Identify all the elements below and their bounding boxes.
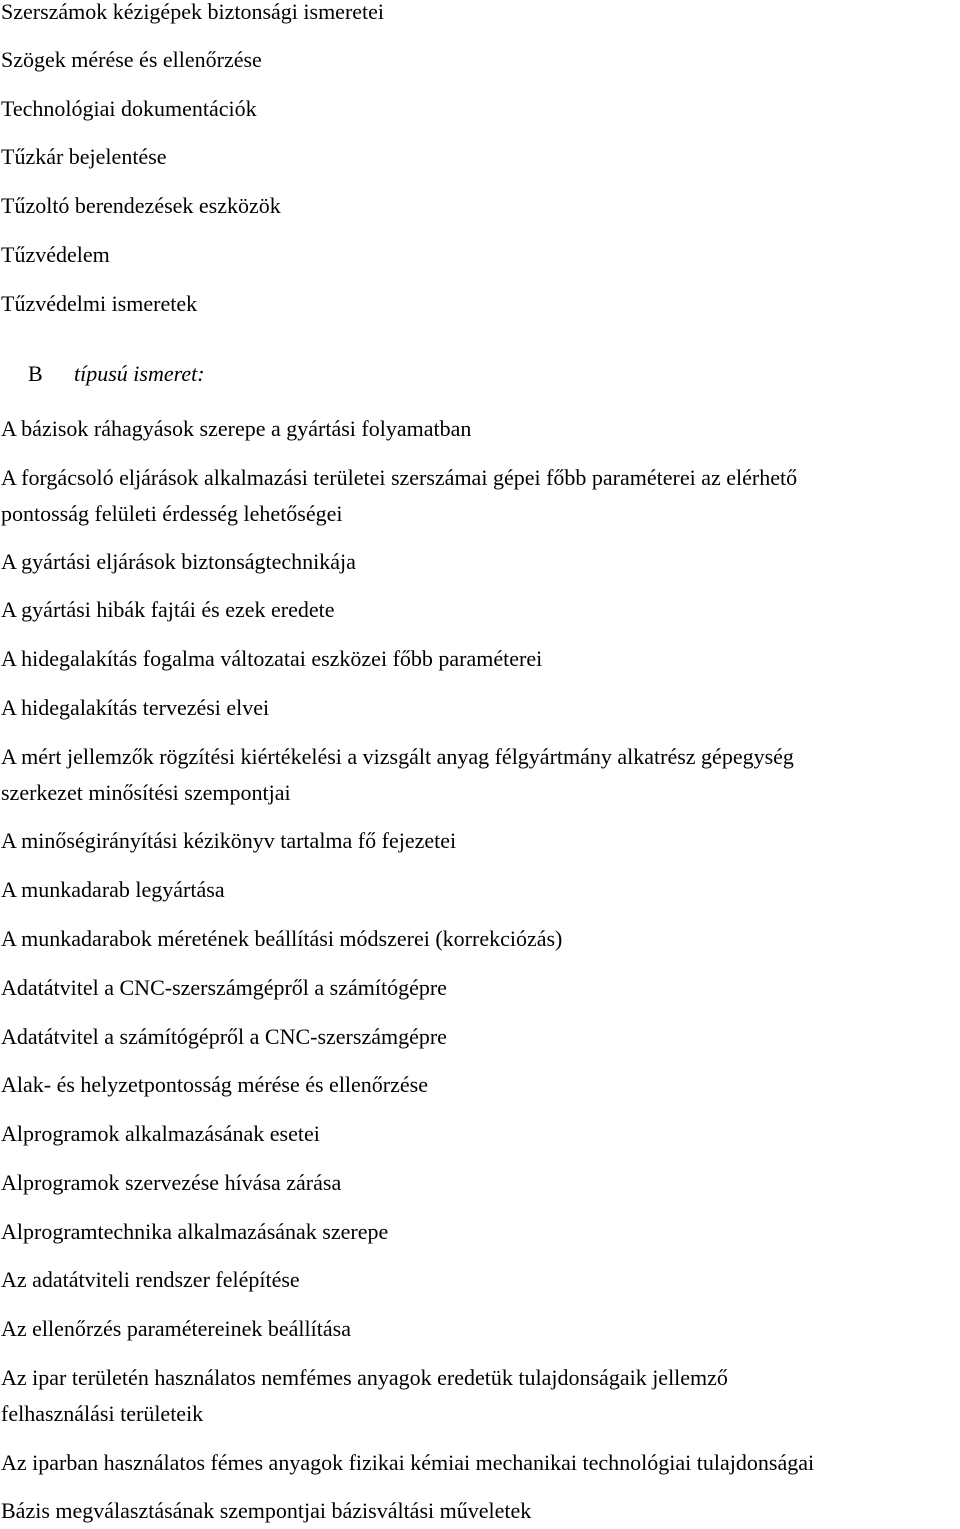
list-item: A munkadarabok méretének beállítási módszerei (korrekciózás) xyxy=(1,926,563,951)
list-item: Technológiai dokumentációk xyxy=(1,96,257,121)
list-item: Tűzoltó berendezések eszközök xyxy=(1,193,281,218)
list-item: A minőségirányítási kézikönyv tartalma fő fejezetei xyxy=(1,828,457,853)
list-item: Alprogramok szervezése hívása zárása xyxy=(1,1170,342,1195)
list-item: Az ipar területén használatos nemfémes anyagok eredetük tulajdonságaik jellemző xyxy=(1,1365,728,1390)
list-item-continuation: szerkezet minősítési szempontjai xyxy=(1,780,291,805)
list-item: A bázisok ráhagyások szerepe a gyártási folyamatban xyxy=(1,416,472,441)
list-item: Az iparban használatos fémes anyagok fizikai kémiai mechanikai technológiai tulajdonságai xyxy=(1,1450,815,1475)
list-item: Az ellenőrzés paramétereinek beállítása xyxy=(1,1316,351,1341)
list-item: Tűzvédelmi ismeretek xyxy=(1,291,198,316)
list-item: Az adatátviteli rendszer felépítése xyxy=(1,1267,300,1292)
list-item: Alprogramok alkalmazásának esetei xyxy=(1,1121,320,1146)
list-item: A forgácsoló eljárások alkalmazási területei szerszámai gépei főbb paraméterei az elérhető xyxy=(1,465,798,490)
list-item-continuation: pontosság felületi érdesség lehetőségei xyxy=(1,501,343,526)
list-item: Tűzkár bejelentése xyxy=(1,144,167,169)
list-item-continuation: felhasználási területeik xyxy=(1,1401,204,1426)
list-item: A gyártási eljárások biztonságtechnikája xyxy=(1,549,356,574)
list-item: Szerszámok kézigépek biztonsági ismeretei xyxy=(1,0,385,24)
list-item: A mért jellemzők rögzítési kiértékelési a vizsgált anyag félgyártmány alkatrész gépegység xyxy=(1,744,794,769)
list-item: Adatátvitel a CNC-szerszámgépről a számítógépre xyxy=(1,975,447,1000)
list-item: A munkadarab legyártása xyxy=(1,877,225,902)
list-item: Bázis megválasztásának szempontjai bázisváltási műveletek xyxy=(1,1498,532,1523)
list-item: Szögek mérése és ellenőrzése xyxy=(1,47,262,72)
list-item: A hidegalakítás tervezési elvei xyxy=(1,695,270,720)
list-item: Adatátvitel a számítógépről a CNC-szerszámgépre xyxy=(1,1024,447,1049)
list-item: A hidegalakítás fogalma változatai eszközei főbb paraméterei xyxy=(1,646,543,671)
section-letter: B xyxy=(28,361,43,386)
section-heading xyxy=(28,356,205,392)
section-label: típusú ismeret: xyxy=(74,361,205,386)
list-item: Alak- és helyzetpontosság mérése és ellenőrzése xyxy=(1,1072,428,1097)
list-item: Tűzvédelem xyxy=(1,242,110,267)
list-item: Alprogramtechnika alkalmazásának szerepe xyxy=(1,1219,389,1244)
list-item: A gyártási hibák fajtái és ezek eredete xyxy=(1,597,335,622)
